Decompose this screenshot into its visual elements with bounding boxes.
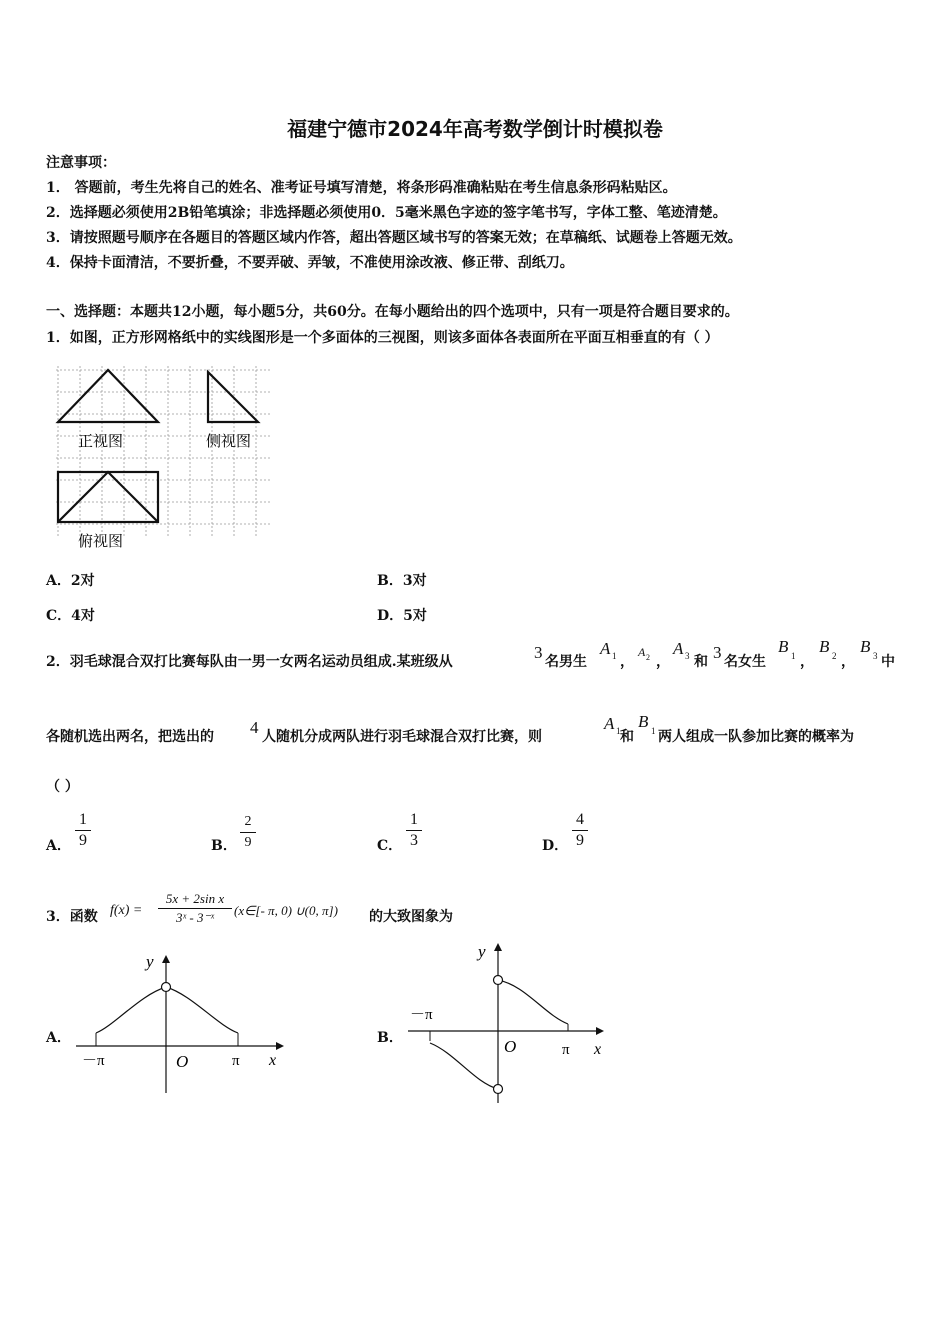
notice-item-2: 2．选择题必须使用2B铅笔填涂；非选择题必须使用0．5毫米黑色字迹的签字笔书写，字体工整、笔迹清楚。	[46, 205, 727, 221]
q3-prefix: 3．函数	[46, 909, 98, 925]
curve-a	[96, 987, 238, 1033]
notice-item-4: 4．保持卡面清洁，不要折叠，不要弄破、弄皱，不准使用涂改液、修正带、刮纸刀。	[46, 255, 574, 271]
q1-option-d: D．5对	[377, 608, 427, 624]
q2-b3: B	[860, 637, 871, 656]
q2-he-1: 和	[694, 654, 708, 670]
q2-paren: （ ）	[46, 779, 79, 795]
q3-graph-b	[400, 935, 615, 1110]
page-title: 福建宁德市2024年高考数学倒计时模拟卷	[287, 117, 663, 141]
front-view-label: 正视图	[78, 434, 124, 450]
svg-text:O: O	[504, 1037, 517, 1056]
q2-option-b-fraction	[240, 813, 256, 852]
q3-graph-a	[70, 945, 290, 1100]
q2-comma-4: ，	[841, 654, 855, 670]
q2-option-d-letter: D．	[542, 838, 569, 854]
svg-text:x: x	[269, 1052, 277, 1069]
svg-text:－π: －π	[410, 1007, 433, 1023]
q2-b2: B	[819, 637, 830, 656]
q2-line1-part-b: 名男生	[545, 654, 587, 670]
q2-a3-sub: 3	[685, 651, 690, 661]
notice-heading: 注意事项：	[46, 155, 116, 171]
q2-option-b-letter: B．	[211, 838, 237, 854]
q1-option-c: C．4对	[46, 608, 95, 624]
q2-line2-he: 和	[620, 729, 634, 745]
q2-comma-3: ，	[800, 654, 814, 670]
q2-num-3: 3	[534, 643, 543, 662]
q2-line1-part-c: 名女生	[724, 654, 766, 670]
q1-stem: 1．如图，正方形网格纸中的实线图形是一个多面体的三视图，则该多面体各表面所在平面互相垂直的有（ ）	[46, 330, 719, 346]
q2-num-4: 4	[250, 718, 259, 737]
q2-line1-part-a: 2．羽毛球混合双打比赛每队由一男一女两名运动员组成.某班级从	[46, 654, 453, 670]
q2-option-c-letter: C．	[377, 838, 403, 854]
top-view-label: 俯视图	[78, 534, 124, 550]
curve-b-right	[498, 980, 568, 1024]
q2-option-c-num: 1	[410, 811, 418, 828]
q2-option-a-den: 9	[79, 832, 87, 849]
q3-fraction	[158, 891, 232, 926]
q2-line2-part-a: 各随机选出两名，把选出的	[46, 729, 214, 745]
q2-line2-b1-sub: 1	[651, 726, 656, 736]
q2-comma-1: ，	[620, 654, 634, 670]
q2-option-b-num: 2	[244, 814, 252, 829]
q2-b1-sub: 1	[791, 651, 796, 661]
q2-b3-sub: 3	[873, 651, 878, 661]
svg-text:－π: －π	[82, 1053, 105, 1069]
q2-zhong: 中	[881, 654, 895, 670]
q3-lhs: f(x) =	[110, 903, 143, 918]
q2-line2-a1-sub: 1	[616, 726, 621, 736]
q2-line2-part-c: 两人组成一队参加比赛的概率为	[658, 729, 854, 745]
svg-text:y: y	[478, 942, 486, 961]
q3-denominator: 3ˣ - 3⁻ˣ	[175, 910, 215, 925]
q2-option-c-den: 3	[410, 832, 418, 849]
three-view-figure	[50, 362, 290, 552]
q1-option-a: A．2对	[46, 573, 95, 589]
q2-a3: A	[673, 639, 684, 658]
top-view-diagonals	[58, 472, 158, 522]
notice-item-1: 1． 答题前，考生先将自己的姓名、准考证号填写清楚，将条形码准确粘贴在考生信息条形码粘贴区。	[46, 180, 677, 196]
q3-option-b-letter: B．	[377, 1030, 403, 1046]
top-view-shape	[58, 472, 158, 522]
side-view-shape	[208, 372, 258, 422]
q2-option-a-num: 1	[79, 811, 87, 828]
q2-line2-a1: A	[604, 714, 615, 733]
q2-a2-sub: 2	[646, 653, 650, 662]
q2-a2: A	[638, 645, 646, 659]
q2-a1: A	[600, 639, 611, 658]
curve-b-left	[430, 1043, 498, 1089]
q1-option-b: B．3对	[377, 573, 427, 589]
svg-text:π: π	[562, 1042, 570, 1058]
svg-text:x: x	[594, 1041, 602, 1058]
q2-line2-b1: B	[638, 712, 649, 731]
svg-text:π: π	[232, 1053, 240, 1069]
q2-option-d-num: 4	[576, 811, 584, 828]
svg-text:y: y	[146, 952, 154, 971]
svg-text:O: O	[176, 1052, 189, 1071]
q2-line2-part-b: 人随机分成两队进行羽毛球混合双打比赛，则	[262, 729, 542, 745]
q2-b1: B	[778, 637, 789, 656]
section-heading: 一、选择题：本题共12小题，每小题5分，共60分。在每小题给出的四个选项中，只有一项是符合题目要求的。	[46, 304, 739, 320]
q3-suffix: 的大致图象为	[369, 909, 453, 925]
q2-a1-sub: 1	[612, 651, 617, 661]
q2-option-d-den: 9	[576, 832, 584, 849]
q2-option-b-den: 9	[244, 835, 252, 850]
q2-b2-sub: 2	[832, 651, 837, 661]
q2-option-a-fraction	[75, 811, 91, 850]
q2-option-a-letter: A．	[46, 838, 71, 854]
q2-option-c-fraction	[406, 811, 422, 850]
q3-option-a-letter: A．	[46, 1030, 71, 1046]
notice-item-3: 3．请按照题号顺序在各题目的答题区域内作答，超出答题区域书写的答案无效；在草稿纸、试题卷上答题无效。	[46, 230, 742, 246]
q3-numerator: 5x + 2sin x	[165, 891, 225, 906]
q3-domain: (x∈[- π, 0) ∪(0, π])	[234, 903, 338, 918]
q2-comma-2: ，	[656, 654, 670, 670]
q2-num-3b: 3	[713, 643, 722, 662]
q2-option-d-fraction	[572, 811, 588, 850]
side-view-label: 侧视图	[206, 434, 252, 450]
